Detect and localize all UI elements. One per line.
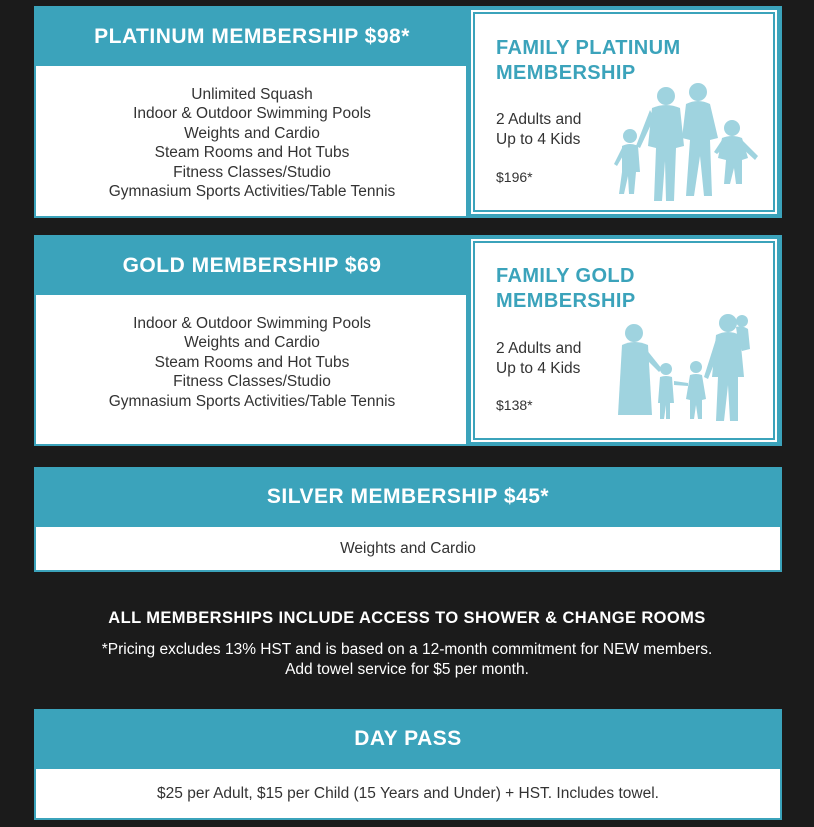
feature-item: Gymnasium Sports Activities/Table Tennis (108, 392, 396, 410)
feature-item: Weights and Cardio (184, 124, 320, 142)
day-pass-title: DAY PASS (354, 727, 462, 750)
feature-item: Weights and Cardio (184, 334, 320, 352)
day-pass-description: $25 per Adult, $15 per Child (15 Years and Under) + HST. Includes towel. (36, 769, 780, 818)
family-silhouette-icon (616, 305, 766, 425)
towel-note-line: Add towel service for $5 per month. (285, 660, 529, 678)
gold-features (36, 314, 468, 411)
platinum-features (36, 85, 468, 201)
memberships-include-heading: ALL MEMBERSHIPS INCLUDE ACCESS TO SHOWER & CHANGE ROOMS (108, 609, 706, 627)
pricing-note-line: *Pricing excludes 13% HST and is based on a 12-month commitment for NEW members. (101, 641, 713, 658)
silver-feature: Weights and Cardio (36, 527, 780, 570)
feature-item: Fitness Classes/Studio (173, 373, 331, 391)
day-pass-card (34, 709, 782, 820)
silver-card (34, 467, 782, 572)
platinum-card (34, 6, 470, 218)
silver-title: SILVER MEMBERSHIP $45* (266, 485, 550, 508)
family-platinum-price: $196* (496, 169, 533, 185)
feature-item: Indoor & Outdoor Swimming Pools (133, 315, 371, 332)
family-platinum-description: 2 Adults and Up to 4 Kids (496, 111, 582, 148)
family-gold-description: 2 Adults and Up to 4 Kids (496, 340, 582, 377)
pricing-notes (0, 640, 814, 679)
family-platinum-title: FAMILY PLATINUM MEMBERSHIP (496, 37, 681, 84)
family-gold-title: FAMILY GOLD MEMBERSHIP (496, 265, 636, 312)
gold-title: GOLD MEMBERSHIP $69 (36, 237, 468, 295)
gold-card (34, 235, 470, 446)
family-platinum-card (466, 6, 782, 218)
feature-item: Steam Rooms and Hot Tubs (154, 353, 350, 371)
platinum-title: PLATINUM MEMBERSHIP $98* (36, 8, 468, 66)
feature-item: Steam Rooms and Hot Tubs (154, 144, 350, 162)
feature-item: Unlimited Squash (191, 86, 313, 103)
feature-item: Gymnasium Sports Activities/Table Tennis (108, 183, 396, 201)
family-gold-card (466, 235, 782, 446)
feature-item: Fitness Classes/Studio (173, 163, 331, 181)
family-silhouette-icon (614, 76, 764, 206)
feature-item: Indoor & Outdoor Swimming Pools (133, 105, 371, 123)
family-gold-price: $138* (496, 397, 533, 413)
